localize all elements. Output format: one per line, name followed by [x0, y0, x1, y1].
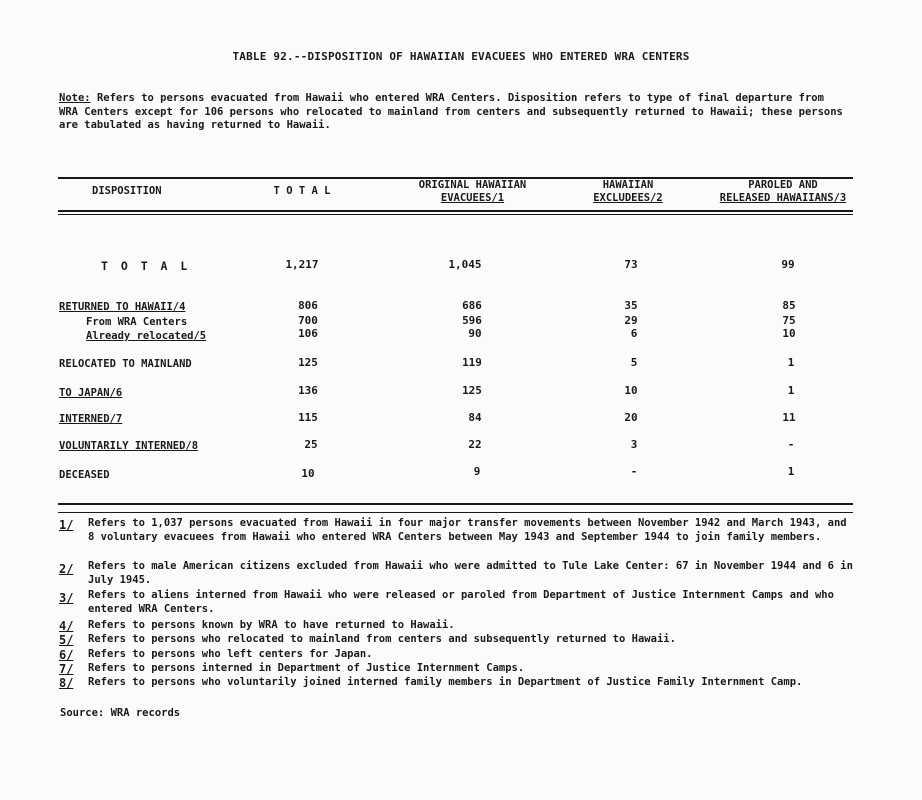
cell-original: 84	[468, 411, 482, 424]
footnote	[0, 633, 922, 647]
cell-paroled: 85	[782, 299, 796, 312]
cell-paroled: 75	[782, 314, 796, 327]
row-label: INTERNED/7	[59, 413, 123, 425]
cell-total: 1,217	[285, 258, 319, 271]
cell-original: 125	[462, 384, 482, 397]
footnote-marker: 6/	[59, 648, 74, 662]
cell-paroled: 10	[782, 327, 796, 340]
table-note	[59, 92, 849, 133]
cell-excludees: 10	[624, 384, 638, 397]
footnote-marker: 5/	[59, 633, 74, 647]
header-bottom-rule	[58, 210, 853, 212]
cell-excludees: -	[630, 465, 638, 478]
footnote	[0, 676, 922, 690]
footnote-text: Refers to aliens interned from Hawaii who were released or paroled from Department of Justice Internment Camps and who entered WRA Centers.	[88, 589, 834, 615]
row-label: RETURNED TO HAWAII/4	[59, 301, 186, 313]
header-total: T O T A L	[273, 185, 331, 197]
footnote-text: Refers to persons interned in Department of Justice Internment Camps.	[88, 662, 525, 674]
note-text: Refers to persons evacuated from Hawaii who entered WRA Centers. Disposition refers to type of final departure from WRA Centers except for 106 persons who relocated to mainland from centers and subsequently returned to Hawaii; these persons are tabulated as having returned to Hawaii.	[59, 92, 843, 131]
header-excludees-line1: HAWAIIAN	[602, 179, 654, 191]
cell-original: 9	[473, 465, 481, 478]
row-label: TO JAPAN/6	[59, 387, 123, 399]
row-label: RELOCATED TO MAINLAND	[59, 358, 192, 370]
cell-original: 686	[462, 299, 482, 312]
footnote	[0, 589, 922, 617]
cell-total: 136	[298, 384, 318, 397]
row-label: T O T A L	[101, 259, 191, 273]
row-label: DECEASED	[59, 469, 110, 481]
cell-paroled: 1	[787, 465, 795, 478]
header-original-line1: ORIGINAL HAWAIIAN	[418, 179, 527, 191]
cell-total: 25	[304, 438, 318, 451]
footnote	[0, 662, 922, 676]
note-label: Note:	[59, 92, 91, 104]
cell-paroled: 1	[787, 356, 795, 369]
footnote	[0, 517, 922, 559]
header-excludees-line2: EXCLUDEES/2	[593, 192, 663, 204]
footnote-text: Refers to persons known by WRA to have returned to Hawaii.	[88, 619, 455, 631]
cell-total: 106	[298, 327, 318, 340]
source-line: Source: WRA records	[60, 707, 181, 719]
header-bottom-rule-2	[58, 214, 853, 215]
footnote-text: Refers to persons who relocated to mainland from centers and subsequently returned to Hawaii.	[88, 633, 676, 645]
cell-paroled: 11	[782, 411, 796, 424]
footnote-marker: 1/	[59, 518, 74, 532]
table-title: TABLE 92.--DISPOSITION OF HAWAIIAN EVACUEES WHO ENTERED WRA CENTERS	[232, 50, 690, 63]
cell-excludees: 35	[624, 299, 638, 312]
header-original	[405, 179, 540, 205]
header-original-line2: EVACUEES/1	[440, 192, 505, 204]
footnote	[0, 619, 922, 633]
footnote-marker: 2/	[59, 562, 74, 576]
cell-excludees: 29	[624, 314, 638, 327]
table-bottom-rule-2	[58, 512, 853, 513]
footnote-marker: 8/	[59, 676, 74, 690]
header-paroled-line2: RELEASED HAWAIIANS/3	[719, 192, 847, 204]
footnote-text: Refers to 1,037 persons evacuated from Hawaii in four major transfer movements between November 1942 and March 1943, and 8 voluntary evacuees from Hawaii who entered WRA Centers between May 1943 and September 1944 to join family members.	[88, 517, 847, 543]
cell-original: 22	[468, 438, 482, 451]
cell-excludees: 73	[624, 258, 638, 271]
cell-excludees: 20	[624, 411, 638, 424]
header-paroled-line1: PAROLED AND	[748, 179, 818, 191]
header-excludees	[578, 179, 678, 205]
cell-excludees: 6	[630, 327, 638, 340]
cell-original: 1,045	[448, 258, 482, 271]
cell-paroled: 99	[781, 258, 795, 271]
table-bottom-rule	[58, 503, 853, 505]
footnote-text: Refers to persons who left centers for Japan.	[88, 648, 373, 660]
footnote-marker: 4/	[59, 619, 74, 633]
cell-total: 10	[301, 467, 315, 480]
cell-total: 115	[298, 411, 318, 424]
footnote-marker: 3/	[59, 591, 74, 605]
footnote-text: Refers to persons who voluntarily joined interned family members in Department of Justice Family Internment Camp.	[88, 676, 803, 688]
header-disposition: DISPOSITION	[92, 185, 162, 197]
cell-excludees: 5	[630, 356, 638, 369]
cell-original: 596	[462, 314, 482, 327]
footnote	[0, 560, 922, 588]
cell-total: 125	[298, 356, 318, 369]
cell-excludees: 3	[630, 438, 638, 451]
cell-original: 119	[462, 356, 482, 369]
footnote-marker: 7/	[59, 662, 74, 676]
row-label: VOLUNTARILY INTERNED/8	[59, 440, 199, 452]
footnote	[0, 648, 922, 662]
cell-original: 90	[468, 327, 482, 340]
cell-paroled: -	[787, 438, 795, 451]
cell-paroled: 1	[787, 384, 795, 397]
cell-total: 806	[298, 299, 318, 312]
header-paroled	[708, 179, 858, 205]
row-label: From WRA Centers	[86, 316, 188, 328]
footnote-text: Refers to male American citizens excluded from Hawaii who were admitted to Tule Lake Center: 67 in November 1944 and 6 in July 1945.	[88, 560, 853, 586]
row-label: Already relocated/5	[86, 330, 207, 342]
cell-total: 700	[298, 314, 318, 327]
